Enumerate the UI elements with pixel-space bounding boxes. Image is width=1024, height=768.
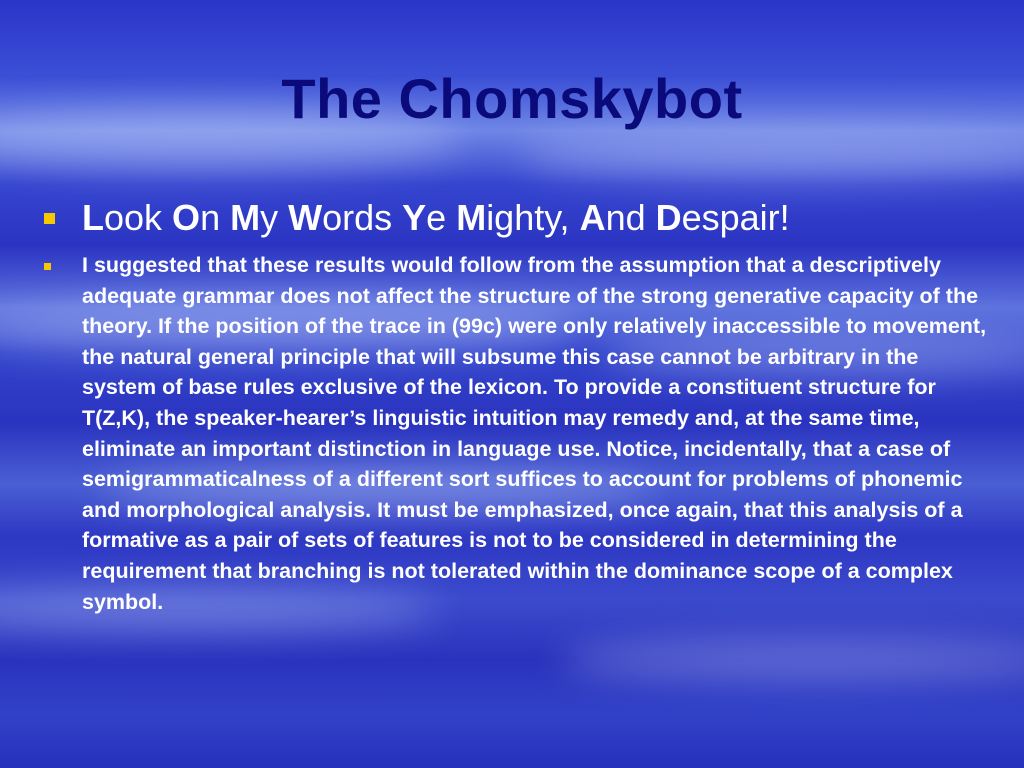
slide-body (44, 196, 994, 617)
background-cloud (560, 640, 1024, 680)
bullet-body-text: I suggested that these results would follow from the assumption that a descriptively adequate grammar does not affect the structure of the strong generative capacity of the theory. If the position of the trace in (99c) were only relatively inaccessible to movement, the natural general principle that will subsume this case cannot be arbitrary in the system of base rules exclusive of the lexicon. To provide a constituent structure for T(Z,K), the speaker-hearer’s linguistic intuition may remedy and, at the same time, eliminate an important distinction in language use. Notice, incidentally, that a case of semigrammaticalness of a different sort suffices to account for problems of phonemic and morphological analysis. It must be emphasized, once again, that this analysis of a formative as a pair of sets of features is not to be considered in determining the requirement that branching is not tolerated within the dominance scope of a complex symbol. (82, 253, 987, 614)
word-rest: ighty, (486, 197, 580, 238)
slide-title: The Chomskybot (281, 67, 743, 130)
word-initial: O (172, 197, 201, 238)
word-initial: A (579, 197, 606, 238)
word-rest: ords (322, 197, 403, 238)
background-cloud (520, 130, 1024, 180)
word-initial: M (230, 197, 261, 238)
word-initial: L (82, 197, 104, 238)
word-rest: n (200, 197, 231, 238)
square-bullet-icon (44, 250, 82, 272)
word-initial: M (456, 197, 487, 238)
bullet-item-body (44, 250, 994, 617)
word-initial: W (288, 197, 323, 238)
word-rest: nd (605, 197, 656, 238)
word-rest: espair! (681, 197, 790, 238)
word-rest: y (260, 197, 289, 238)
bullet-heading-text (82, 196, 790, 240)
word-initial: Y (402, 197, 427, 238)
word-initial: D (655, 197, 682, 238)
square-bullet-icon (44, 196, 82, 228)
word-rest: e (426, 197, 457, 238)
word-rest: ook (104, 197, 173, 238)
bullet-item-heading (44, 196, 994, 240)
